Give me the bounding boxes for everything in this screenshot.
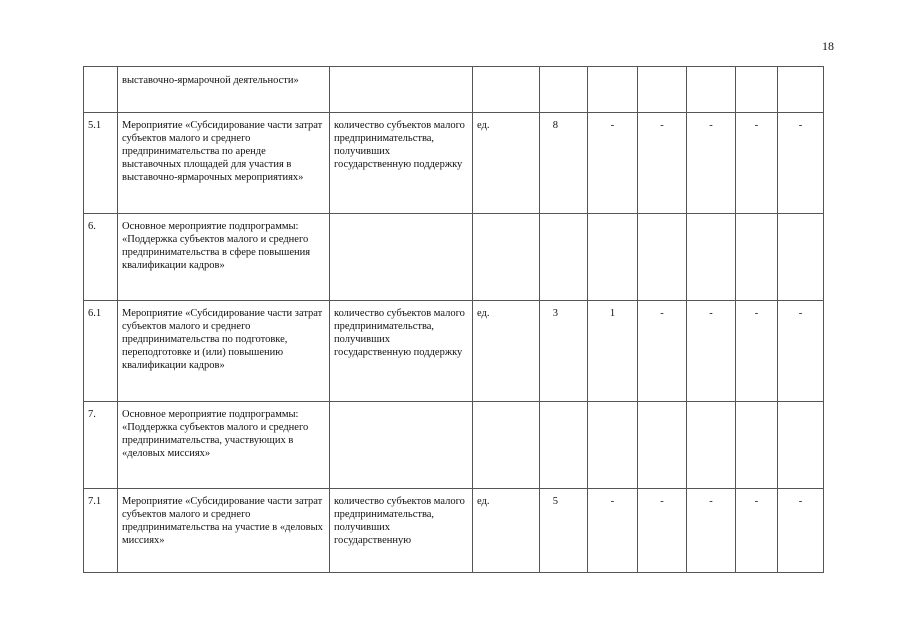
row-number-cell: 5.1 bbox=[84, 113, 118, 214]
table-row bbox=[84, 489, 824, 573]
indicator-cell bbox=[330, 402, 473, 489]
value-cell: - bbox=[736, 301, 778, 402]
unit-cell: ед. bbox=[473, 489, 540, 573]
unit-cell bbox=[473, 214, 540, 301]
value-cell: 1 bbox=[588, 301, 638, 402]
table-row bbox=[84, 214, 824, 301]
value-cell bbox=[687, 67, 736, 113]
row-number-cell: 7.1 bbox=[84, 489, 118, 573]
table-row bbox=[84, 301, 824, 402]
value-cell: - bbox=[687, 489, 736, 573]
indicator-cell bbox=[330, 67, 473, 113]
value-cell bbox=[736, 67, 778, 113]
row-number-cell: 7. bbox=[84, 402, 118, 489]
value-cell: - bbox=[778, 113, 824, 214]
value-cell: 5 bbox=[540, 489, 588, 573]
row-number-cell: 6. bbox=[84, 214, 118, 301]
value-cell bbox=[687, 402, 736, 489]
value-cell bbox=[638, 67, 687, 113]
row-number-cell: 6.1 bbox=[84, 301, 118, 402]
value-cell: - bbox=[638, 301, 687, 402]
table-row bbox=[84, 67, 824, 113]
table-row bbox=[84, 113, 824, 214]
activity-cell: Основное мероприятие подпрограммы: «Поддержка субъектов малого и среднего предпринимательства в сфере повышения квалификации кадров» bbox=[118, 214, 330, 301]
value-cell: - bbox=[736, 489, 778, 573]
value-cell: - bbox=[687, 301, 736, 402]
indicators-table bbox=[83, 66, 824, 573]
unit-cell: ед. bbox=[473, 301, 540, 402]
value-cell: - bbox=[687, 113, 736, 214]
value-cell bbox=[540, 402, 588, 489]
value-cell bbox=[638, 214, 687, 301]
unit-cell: ед. bbox=[473, 113, 540, 214]
activity-cell: выставочно-ярмарочной деятельности» bbox=[118, 67, 330, 113]
unit-cell bbox=[473, 402, 540, 489]
value-cell bbox=[736, 214, 778, 301]
unit-cell bbox=[473, 67, 540, 113]
activity-cell: Основное мероприятие подпрограммы: «Поддержка субъектов малого и среднего предпринимательства, участвующих в «деловых миссиях» bbox=[118, 402, 330, 489]
value-cell: 8 bbox=[540, 113, 588, 214]
indicator-cell bbox=[330, 214, 473, 301]
value-cell bbox=[687, 214, 736, 301]
indicator-cell: количество субъектов малого предпринимательства, получивших государственную поддержку bbox=[330, 113, 473, 214]
value-cell: - bbox=[638, 113, 687, 214]
value-cell bbox=[540, 214, 588, 301]
page-number: 18 bbox=[822, 39, 834, 53]
table-row bbox=[84, 402, 824, 489]
value-cell: - bbox=[588, 113, 638, 214]
row-number-cell bbox=[84, 67, 118, 113]
indicator-cell: количество субъектов малого предпринимательства, получивших государственную поддержку bbox=[330, 301, 473, 402]
value-cell bbox=[736, 402, 778, 489]
value-cell: 3 bbox=[540, 301, 588, 402]
value-cell: - bbox=[778, 301, 824, 402]
activity-cell: Мероприятие «Субсидирование части затрат субъектов малого и среднего предпринимательства на участие в «деловых миссиях» bbox=[118, 489, 330, 573]
value-cell bbox=[588, 402, 638, 489]
value-cell bbox=[588, 214, 638, 301]
indicator-cell: количество субъектов малого предпринимательства, получивших государственную bbox=[330, 489, 473, 573]
activity-cell: Мероприятие «Субсидирование части затрат субъектов малого и среднего предпринимательства по подготовке, переподготовке и (или) повышению квалификации кадров» bbox=[118, 301, 330, 402]
value-cell bbox=[778, 67, 824, 113]
value-cell bbox=[540, 67, 588, 113]
value-cell bbox=[588, 67, 638, 113]
value-cell bbox=[778, 402, 824, 489]
value-cell: - bbox=[736, 113, 778, 214]
value-cell bbox=[778, 214, 824, 301]
activity-cell: Мероприятие «Субсидирование части затрат субъектов малого и среднего предпринимательства по аренде выставочных площадей для участия в выставочно-ярмарочных мероприятиях» bbox=[118, 113, 330, 214]
value-cell: - bbox=[638, 489, 687, 573]
value-cell: - bbox=[778, 489, 824, 573]
value-cell bbox=[638, 402, 687, 489]
value-cell: - bbox=[588, 489, 638, 573]
